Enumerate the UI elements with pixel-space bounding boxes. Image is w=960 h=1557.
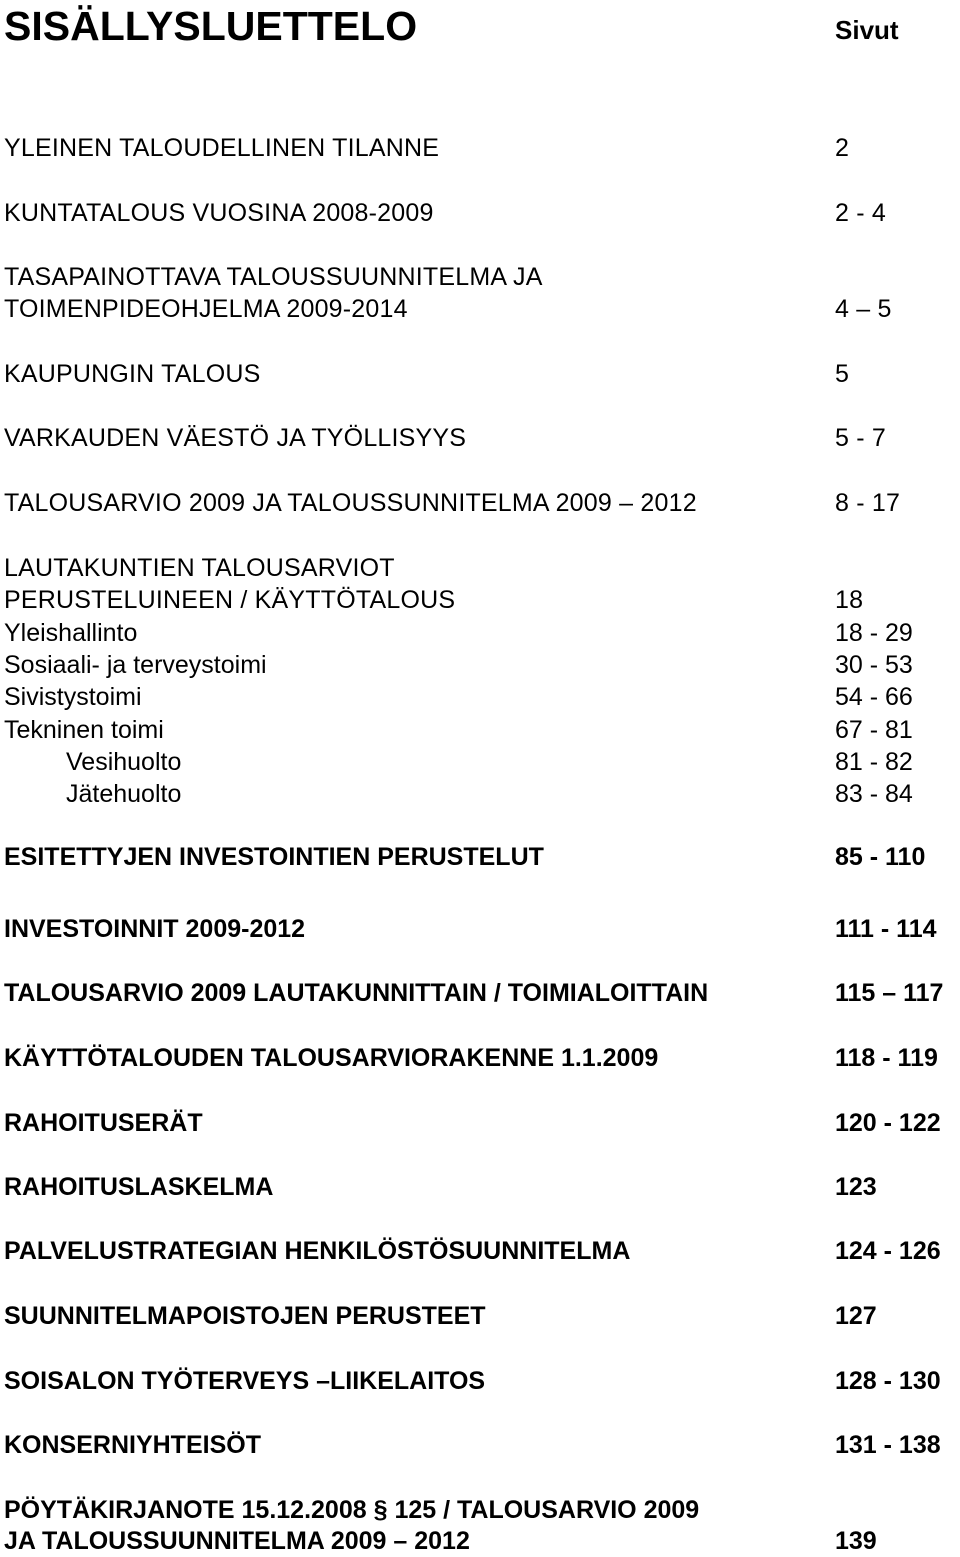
toc-entry-pages: 115 – 117 <box>835 979 944 1007</box>
toc-entry-title: ESITETTYJEN INVESTOINTIEN PERUSTELUT <box>4 843 544 871</box>
toc-entry-title: KONSERNIYHTEISÖT <box>4 1431 261 1459</box>
toc-entry-pages: 131 - 138 <box>835 1431 941 1459</box>
toc-entry-title: KAUPUNGIN TALOUS <box>4 360 261 388</box>
toc-entry-title: KÄYTTÖTALOUDEN TALOUSARVIORAKENNE 1.1.2009 <box>4 1044 659 1072</box>
toc-entry-pages: 4 – 5 <box>835 295 892 323</box>
toc-entry-title: TASAPAINOTTAVA TALOUSSUUNNITELMA JA <box>4 263 543 291</box>
toc-entry <box>0 1525 960 1557</box>
toc-entry-title: RAHOITUSLASKELMA <box>4 1173 274 1201</box>
toc-entry-title: TALOUSARVIO 2009 JA TALOUSSUNNITELMA 2009 – 2012 <box>4 489 697 517</box>
toc-entry-pages: 85 - 110 <box>835 843 926 871</box>
toc-entry <box>0 1235 960 1267</box>
toc-entry <box>0 487 960 519</box>
toc-entry-title: TALOUSARVIO 2009 LAUTAKUNNITTAIN / TOIMIALOITTAIN <box>4 979 709 1007</box>
toc-entry <box>0 1171 960 1203</box>
toc-entry-title: Sosiaali- ja terveystoimi <box>4 651 267 679</box>
toc-entry-pages: 128 - 130 <box>835 1367 941 1395</box>
toc-entry <box>0 913 960 945</box>
toc-entry <box>0 358 960 390</box>
toc-entry <box>0 584 960 616</box>
toc-entry-pages: 120 - 122 <box>835 1109 941 1137</box>
toc-entry-title: SOISALON TYÖTERVEYS –LIIKELAITOS <box>4 1367 486 1395</box>
toc-entry-pages: 118 - 119 <box>835 1044 938 1072</box>
toc-entry-pages: 30 - 53 <box>835 651 913 679</box>
toc-entry <box>0 422 960 454</box>
toc-entry <box>0 1429 960 1461</box>
toc-entry-pages: 111 - 114 <box>835 915 937 943</box>
toc-entry-title: Tekninen toimi <box>4 716 164 744</box>
toc-entry-title: LAUTAKUNTIEN TALOUSARVIOT <box>4 554 395 582</box>
toc-entry-pages: 123 <box>835 1173 877 1201</box>
toc-entry-pages: 83 - 84 <box>835 780 913 808</box>
toc-entry-title: Sivistystoimi <box>4 683 142 711</box>
toc-subentry <box>0 746 960 778</box>
toc-entry <box>0 1494 960 1526</box>
toc-entry <box>0 132 960 164</box>
toc-entry <box>0 1107 960 1139</box>
toc-entry-pages: 2 - 4 <box>835 199 887 227</box>
toc-entry-pages: 67 - 81 <box>835 716 913 744</box>
toc-subentry <box>0 617 960 649</box>
toc-entry-pages: 8 - 17 <box>835 489 901 517</box>
toc-entry <box>0 197 960 229</box>
toc-entry <box>0 841 960 873</box>
toc-entry <box>0 552 960 584</box>
toc-title: SISÄLLYSLUETTELO <box>4 3 418 49</box>
toc-entry-pages: 124 - 126 <box>835 1237 941 1265</box>
toc-entry-title: Jätehuolto <box>66 780 182 808</box>
toc-entry <box>0 293 960 325</box>
toc-subentry <box>0 681 960 713</box>
toc-entry <box>0 1042 960 1074</box>
toc-entry-pages: 54 - 66 <box>835 683 913 711</box>
toc-entry-pages: 81 - 82 <box>835 748 913 776</box>
toc-entry-title: INVESTOINNIT 2009-2012 <box>4 915 306 943</box>
toc-entry <box>0 977 960 1009</box>
toc-entry-title: PÖYTÄKIRJANOTE 15.12.2008 § 125 / TALOUSARVIO 2009 <box>4 1496 700 1524</box>
toc-entry-pages: 18 <box>835 586 864 614</box>
toc-subentry <box>0 714 960 746</box>
toc-entry-title: KUNTATALOUS VUOSINA 2008-2009 <box>4 199 434 227</box>
toc-subentry <box>0 778 960 810</box>
pages-column-header: Sivut <box>835 15 899 45</box>
toc-entry-pages: 139 <box>835 1527 877 1555</box>
toc-entry-title: TOIMENPIDEOHJELMA 2009-2014 <box>4 295 408 323</box>
toc-entry-title: VARKAUDEN VÄESTÖ JA TYÖLLISYYS <box>4 424 467 452</box>
toc-entry-title: YLEINEN TALOUDELLINEN TILANNE <box>4 134 440 162</box>
toc-entry-pages: 5 - 7 <box>835 424 887 452</box>
toc-entry-title: SUUNNITELMAPOISTOJEN PERUSTEET <box>4 1302 486 1330</box>
toc-entry-title: PERUSTELUINEEN / KÄYTTÖTALOUS <box>4 586 456 614</box>
toc-entry-title: JA TALOUSSUUNNITELMA 2009 – 2012 <box>4 1527 470 1555</box>
toc-entry-pages: 127 <box>835 1302 877 1330</box>
toc-entry-title: Vesihuolto <box>66 748 182 776</box>
toc-entry-pages: 2 <box>835 134 850 162</box>
toc-entry-pages: 18 - 29 <box>835 619 913 647</box>
toc-entry <box>0 1300 960 1332</box>
toc-entry <box>0 1365 960 1397</box>
toc-entry-title: RAHOITUSERÄT <box>4 1109 203 1137</box>
toc-entry-pages: 5 <box>835 360 850 388</box>
toc-subentry <box>0 649 960 681</box>
toc-entry <box>0 261 960 293</box>
toc-entry-title: PALVELUSTRATEGIAN HENKILÖSTÖSUUNNITELMA <box>4 1237 631 1265</box>
toc-entry-title: Yleishallinto <box>4 619 138 647</box>
